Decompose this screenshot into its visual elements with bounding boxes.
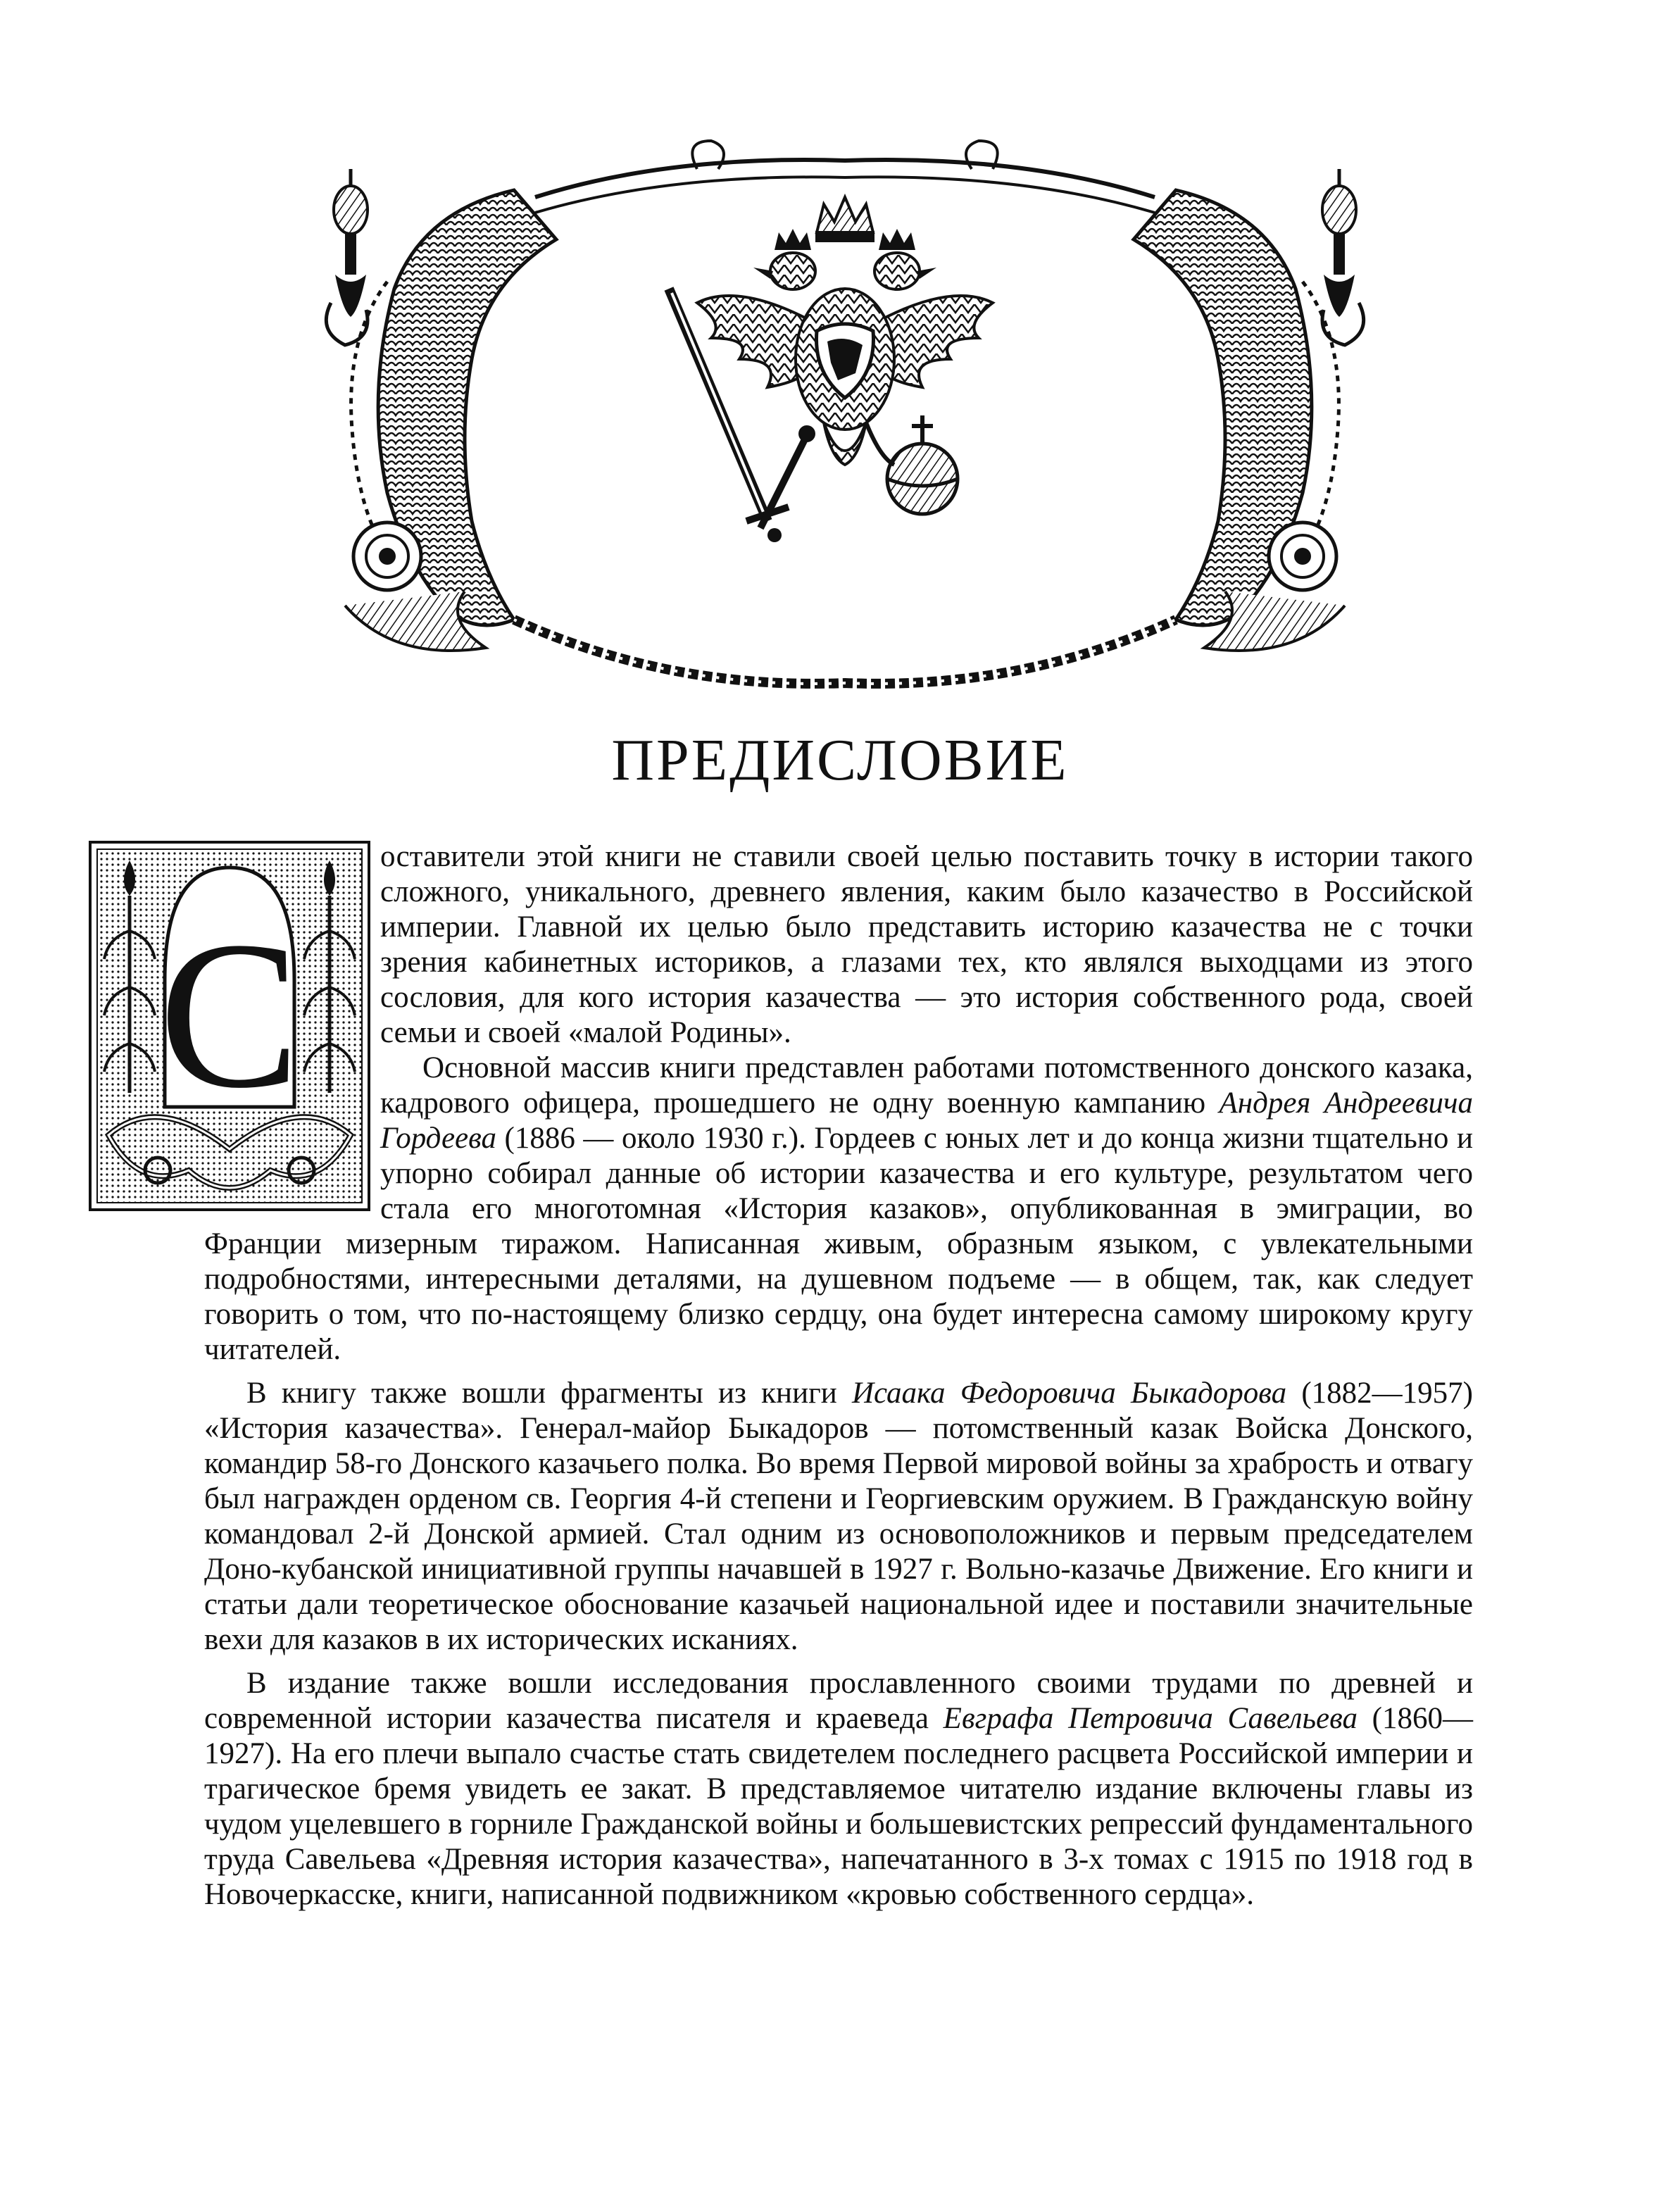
drop-cap-ornament <box>87 839 372 1213</box>
paragraph-3: В книгу также вошли фрагменты из книги Исаака Федоровича Быкадорова (1882—1957) «История казачества». Генерал-майор Быкадоров — потомственный казак Войска Донского, командир 58-го Донского казачьего полка. Во время Первой мировой войны за храбрость и отвагу был награжден орденом св. Георгия 4-й степени и Георгиевским оружием. В Гражданскую войну командовал 2-й Донской армией. Стал одним из основоположников и первым председателем Доно-кубанской инициативной группы начавшей в 1927 г. Вольно-казачье Движение. Его книги и статьи дали теоретическое обоснование казачьей национальной идее и поставили значительные вехи для казаков в их исторических исканиях. <box>204 1377 1473 1656</box>
author-name-savelyev: Евграфа Петровича Савельева <box>943 1702 1358 1735</box>
paragraph-4: В издание также вошли исследования прославленного своими трудами по древней и современной истории казачества писателя и краеведа Евграфа Петровича Савельева (1860—1927). На его плечи выпало счастье стать свидетелем последнего расцвета Российской империи и трагическое бремя увидеть ее закат. В представляемое читателю издание включены главы из чудом уцелевшего в горниле Гражданской войны и большевистских репрессий фундаментального труда Савельева «Древняя история казачества», напечатанного в 3-х томах с 1915 по 1918 год в Новочеркасске, книги, написанной подвижником «кровью собственного сердца». <box>204 1667 1473 1911</box>
paragraph-2: Основной массив книги представлен работами потомственного донского казака, кадрового офицера, прошедшего не одну военную кампанию Андрея Андреевича Гордеева (1886 — около 1930 г.). Гордеев с юных лет и до конца жизни тщательно и упорно собирал данные об истории казачества и его культуре, результатом чего стала его многотомная «История казаков», опубликованная в эмиграции, во Франции мизерным тиражом. Написанная живым, образным языком, с увлекательными подробностями, интересными деталями, на душевном подъеме — в общем, так, как следует говорить о том, что по-настоящему близко сердцу, она будет интересна самому широкому кругу читателей. <box>204 1051 1473 1366</box>
body-text <box>158 839 1473 1912</box>
drop-cap-letter: С <box>158 898 301 1132</box>
author-name-bykadorov: Исаака Федоровича Быкадорова <box>851 1377 1287 1410</box>
page-title: ПРЕДИСЛОВИЕ <box>611 727 1069 793</box>
paragraph-1: оставители этой книги не ставили своей целью поставить точку в истории такого сложного, уникального, древнего явления, каким было казачество в Российской империи. Главной их целью было представить историю казачества не с точки зрения кабинетных историков, а глазами тех, кто являлся выходцами из этого сословия, для кого история казачества — это история собственного рода, своей семьи и своей «малой Родины». <box>380 840 1473 1049</box>
eagle-ornament <box>303 127 1387 690</box>
author-name-gordeev: Андрея Андреевича Гордеева <box>380 1087 1473 1155</box>
